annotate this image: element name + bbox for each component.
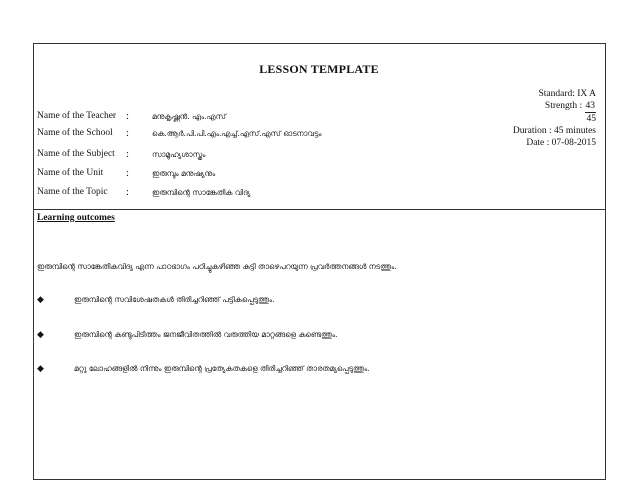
teacher-label: Name of the Teacher (37, 111, 117, 121)
topic-label: Name of the Topic (37, 187, 108, 197)
strength-line (513, 100, 596, 113)
page-title: LESSON TEMPLATE (259, 62, 379, 76)
class-info (513, 88, 596, 149)
unit-value: ഇരുമ്പും മനുഷ്യനും (152, 169, 216, 178)
strength-label: Strength : (544, 101, 583, 111)
subject-label: Name of the Subject (37, 149, 115, 159)
topic-colon: : (126, 186, 130, 198)
diamond-bullet-icon: ◆ (37, 364, 44, 374)
subject-colon: : (126, 148, 130, 160)
strength-total: 45 (586, 114, 596, 124)
unit-colon: : (126, 167, 130, 179)
school-value: കെ.ആർ.പി.പി.എം.എച്ച്.എസ്.എസ് ഓടനാവട്ടം (152, 129, 322, 138)
teacher-colon: : (126, 110, 130, 122)
date-text: Date : 07-08-2015 (526, 138, 596, 148)
section-divider (33, 209, 606, 210)
standard-text: Standard: IX A (538, 89, 596, 99)
topic-value: ഇരുമ്പിന്റെ സാങ്കേതിക വിദ്യ (152, 188, 251, 197)
school-label: Name of the School (37, 128, 113, 138)
outcome-text: മറ്റു ലോഹങ്ങളിൽ നിന്നും ഇരുമ്പിന്റെ പ്രത്യേകതകളെ തിരിച്ചറിഞ്ഞ് താരതമ്യപ്പെടുത്തും. (74, 364, 370, 373)
outcome-text: ഇരുമ്പിന്റെ കണ്ടുപിടിത്തം ജനജീവിതത്തിൽ വരുത്തിയ മാറ്റങ്ങളെ കണ്ടെത്തും. (74, 330, 338, 339)
learning-intro: ഇരുമ്പിന്റെ സാങ്കേതികവിദ്യ എന്ന പാഠഭാഗം പഠിച്ചുകഴിഞ്ഞ കുട്ടി താഴെപറയുന്ന പ്രവർത്തനങ്ങൾ നടത്തും. (37, 262, 397, 271)
diamond-bullet-icon: ◆ (37, 330, 44, 340)
diamond-bullet-icon: ◆ (37, 295, 44, 305)
outcome-text: ഇരുമ്പിന്റെ സവിശേഷതകൾ തിരിച്ചറിഞ്ഞ് പട്ടികപ്പെടുത്തും. (74, 295, 275, 304)
teacher-value: മനുകൃഷ്ണൻ. എം.എസ് (152, 112, 226, 121)
duration-text: Duration : 45 minutes (512, 126, 596, 136)
learning-outcomes-heading: Learning outcomes (37, 213, 115, 223)
strength-present: 43 (585, 101, 595, 111)
unit-label: Name of the Unit (37, 168, 104, 178)
subject-value: സാമൂഹ്യശാസ്ത്രം (152, 150, 206, 159)
school-colon: : (126, 127, 130, 139)
